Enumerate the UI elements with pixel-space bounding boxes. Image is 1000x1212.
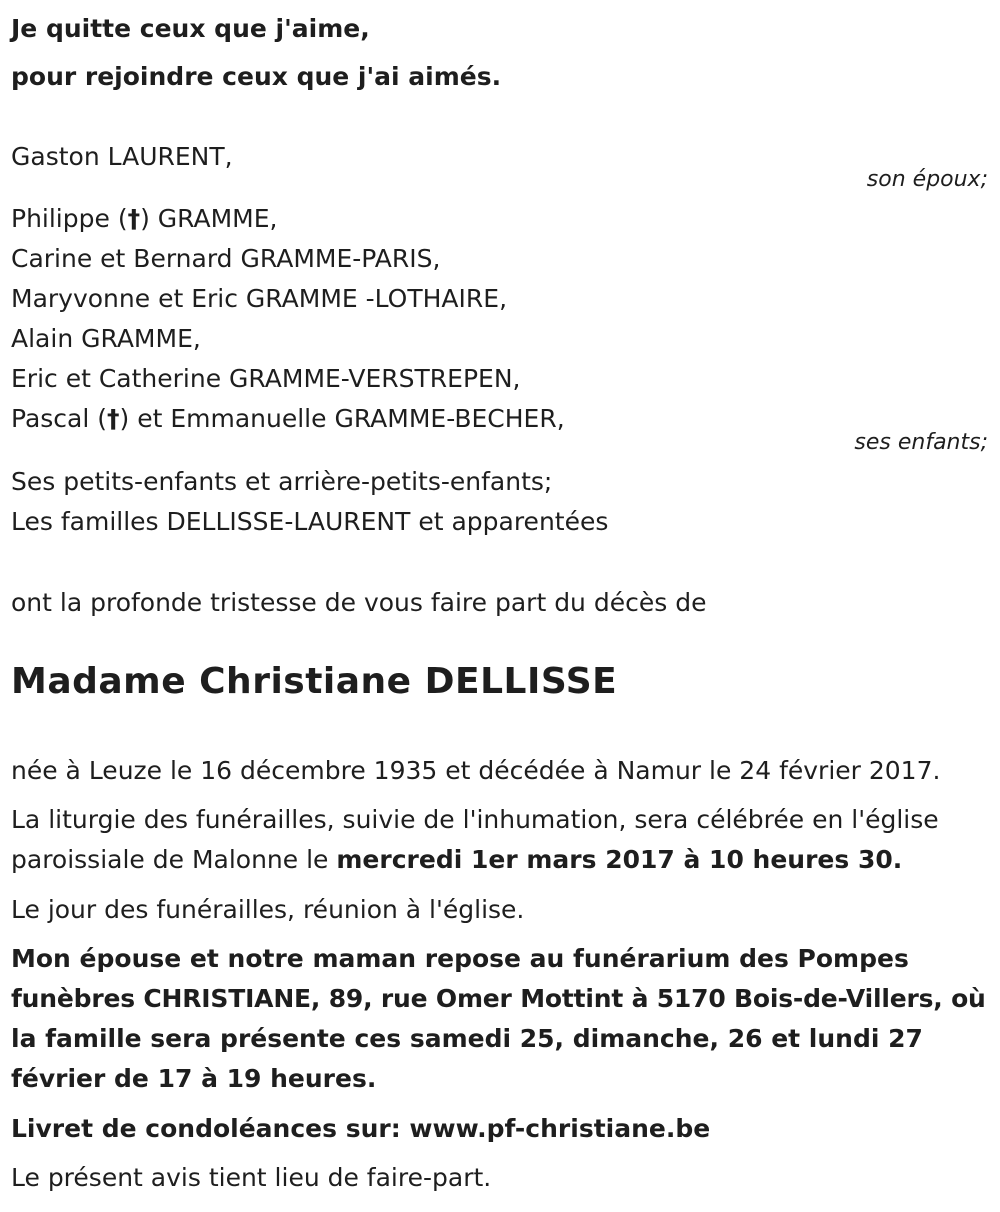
grandchildren-line: Ses petits-enfants et arrière-petits-enfants; [11, 467, 553, 496]
epigraph-line-1: Je quitte ceux que j'aime, [11, 14, 370, 43]
child-name [11, 406, 565, 431]
funeral-home-line-3: la famille sera présente ces samedi 25, dimanche, 26 et lundi 27 [11, 1024, 923, 1053]
funeral-home-line-1: Mon épouse et notre maman repose au funérarium des Pompes [11, 944, 909, 973]
deceased-name: Madame Christiane DELLISSE [11, 661, 618, 702]
announcement-text: ont la profonde tristesse de vous faire part du décès de [11, 588, 707, 617]
child-name: Maryvonne et Eric GRAMME -LOTHAIRE, [11, 284, 508, 313]
liturgy-line-2 [11, 847, 902, 872]
funeral-home-line-2: funèbres CHRISTIANE, 89, rue Omer Mottint à 5170 Bois-de-Villers, où [11, 984, 986, 1013]
child-name-text: Pascal ( [11, 404, 108, 433]
spouse-role: son époux; [866, 167, 988, 192]
liturgy-date-time: mercredi 1er mars 2017 à 10 heures 30. [336, 845, 903, 874]
child-name: Eric et Catherine GRAMME-VERSTREPEN, [11, 364, 521, 393]
child-name [11, 206, 278, 231]
children-role: ses enfants; [854, 430, 988, 455]
funeral-home-line-4: février de 17 à 19 heures. [11, 1064, 377, 1093]
families-line: Les familles DELLISSE-LAURENT et apparentées [11, 507, 609, 536]
birth-death-text: née à Leuze le 16 décembre 1935 et décédée à Namur le 24 février 2017. [11, 756, 941, 785]
child-name: Carine et Bernard GRAMME-PARIS, [11, 244, 441, 273]
liturgy-place: paroissiale de Malonne le [11, 845, 337, 874]
closing-text: Le présent avis tient lieu de faire-part. [11, 1163, 492, 1192]
child-name-text: ) GRAMME, [140, 204, 278, 233]
epigraph-line-2: pour rejoindre ceux que j'ai aimés. [11, 62, 502, 91]
condolences-text: Livret de condoléances sur: www.pf-christiane.be [11, 1114, 711, 1143]
deceased-cross-icon: † [107, 404, 120, 433]
deceased-cross-icon: † [127, 204, 141, 233]
child-name: Alain GRAMME, [11, 324, 201, 353]
reunion-text: Le jour des funérailles, réunion à l'église. [11, 895, 525, 924]
spouse-name: Gaston LAURENT, [11, 142, 233, 171]
child-name-text: ) et Emmanuelle GRAMME-BECHER, [119, 404, 565, 433]
child-name-text: Philippe ( [11, 204, 128, 233]
liturgy-line-1: La liturgie des funérailles, suivie de l'inhumation, sera célébrée en l'église [11, 805, 939, 834]
